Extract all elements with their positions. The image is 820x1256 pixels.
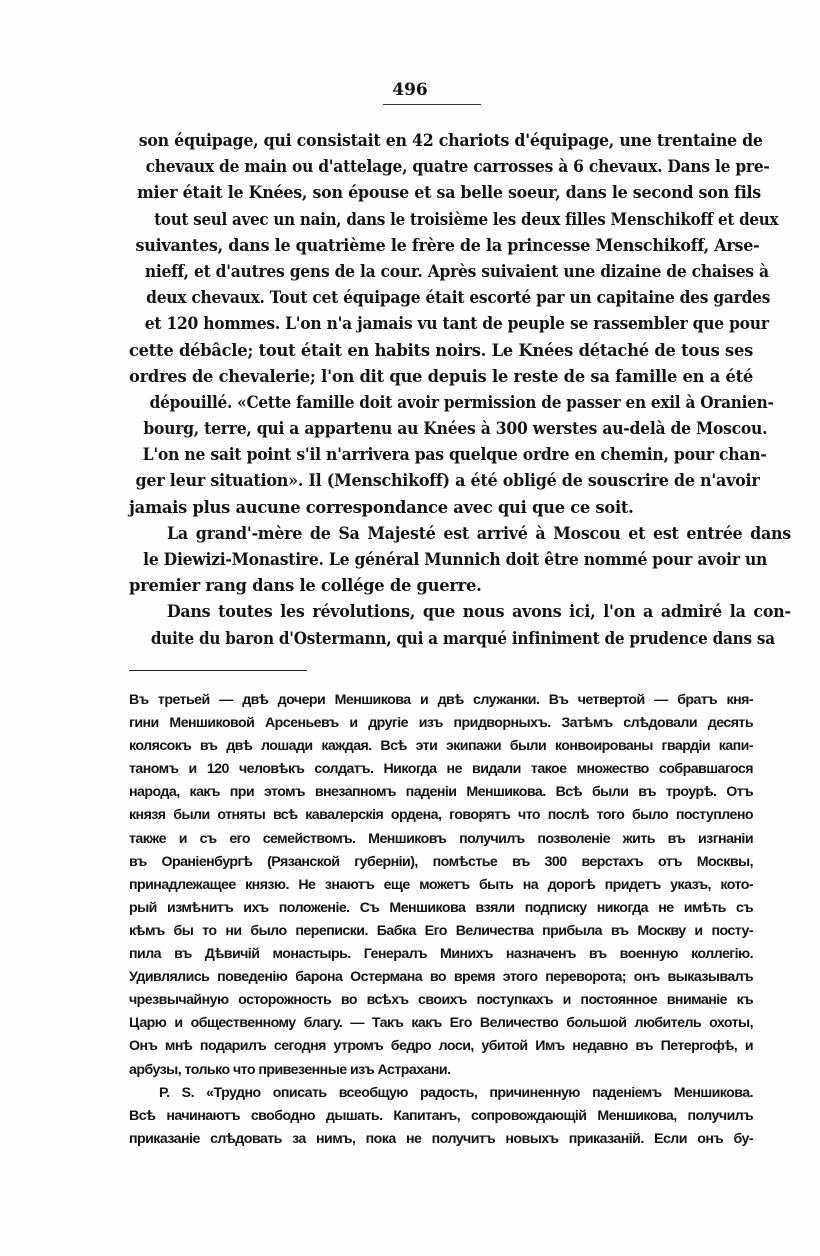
footnote-line: Удивлялись поведенію барона Остермана во время этого переворота; онъ выказывалъ bbox=[129, 969, 753, 986]
footnote-line: Въ третьей — двѣ дочери Меншикова и двѣ служанки. Въ четвертой — братъ кня- bbox=[129, 692, 753, 708]
footnote-line: таномъ и 120 человѣкъ солдатъ. Никогда не видали такое множество собравшагося bbox=[129, 761, 753, 778]
footnote-body bbox=[129, 689, 753, 1151]
text-line: bourg, terre, qui a appartenu au Knées à 300 werstes au-delà de Moscou. bbox=[143, 419, 768, 439]
text-line: dépouillé. «Cette famille doit avoir permission de passer en exil à Oranien- bbox=[149, 392, 774, 412]
text-line: mier était le Knées, son épouse et sa belle soeur, dans le second son fils bbox=[137, 183, 761, 203]
text-line: chevaux de main ou d'attelage, quatre carrosses à 6 chevaux. Dans le pre- bbox=[145, 157, 770, 177]
footnote-line: колясокъ въ двѣ лошади каждая. Всѣ эти экипажи были конвоированы гвардіи капи- bbox=[129, 738, 753, 755]
text-line: cette débâcle; tout était en habits noirs. Le Knées détaché de tous ses bbox=[129, 340, 753, 360]
footnote-line: гини Меншиковой Арсеньевъ и другіе изъ придворныхъ. Затѣмъ слѣдовали десять bbox=[129, 715, 753, 732]
footnote-line: также и съ его семействомъ. Меншиковъ получилъ позволеніе жить въ изгнаніи bbox=[129, 830, 753, 847]
footnote-line: пила въ Дѣвичій монастырь. Генералъ Минихъ назначенъ въ военную коллегію. bbox=[129, 946, 753, 963]
text-line: suivantes, dans le quatrième le frère de la princesse Menschikoff, Arse- bbox=[135, 235, 760, 255]
footnote-line: Онъ мнѣ подарилъ сегодня утромъ бедро лоси, убитой Имъ недавно въ Петергофѣ, и bbox=[129, 1038, 753, 1055]
text-line: et 120 hommes. L'on n'a jamais vu tant de peuple se rassembler que pour bbox=[144, 314, 769, 334]
footnote-line: чрезвычайную осторожность во всѣхъ своихъ поступкахъ и постоянное вниманіе къ bbox=[129, 992, 753, 1009]
text-line: Dans toutes les révolutions, que nous avons ici, l'on a admiré la con- bbox=[166, 602, 791, 622]
footnote-line: Царю и общественному благу. — Такъ какъ Его Величество большой любитель охоты, bbox=[129, 1015, 753, 1032]
text-line: tout seul avec un nain, dans le troisième les deux filles Menschikoff et deux bbox=[154, 209, 779, 229]
footnote-line: рый измѣнитъ ихъ положеніе. Съ Меншикова взяли подписку никогда не имѣть съ bbox=[129, 899, 753, 916]
footnote-line: P. S. «Трудно описать всеобщую радость, причиненную паденіемъ Меншикова. bbox=[159, 1084, 753, 1101]
text-line: nieff, et d'autres gens de la cour. Après suivaient une dizaine de chaises à bbox=[144, 261, 769, 281]
text-line: le Diewizi-Monastire. Le général Munnich doit être nommé pour avoir un bbox=[143, 550, 768, 569]
footnote-line: въ Ораніенбургѣ (Рязанской губерніи), помѣстье въ 300 верстахъ отъ Москвы, bbox=[129, 853, 753, 870]
text-line: premier rang dans le collége de guerre. bbox=[129, 576, 482, 596]
footnote-separator bbox=[129, 670, 307, 671]
text-line: ordres de chevalerie; l'on dit que depuis le reste de sa famille en a été bbox=[129, 366, 753, 386]
main-text-body bbox=[129, 128, 791, 652]
text-line: La grand'-mère de Sa Majesté est arrivé à Moscou et est entrée dans bbox=[167, 523, 791, 543]
footnote-line: арбузы, только что привезенные изъ Астрахани. bbox=[129, 1061, 451, 1078]
footnote-line: князя были отняты всѣ кавалерскія ордена, говорятъ что послѣ того было поступлено bbox=[129, 807, 753, 824]
text-line: ger leur situation». Il (Menschikoff) a été obligé de souscrire de n'avoir bbox=[135, 471, 760, 491]
text-line: son équipage, qui consistait en 42 chariots d'équipage, une trentaine de bbox=[138, 131, 763, 150]
page-number: 496 bbox=[392, 80, 428, 100]
footnote-line: принадлежащее князю. Не знаютъ еще можетъ быть на дорогѣ придетъ указъ, кото- bbox=[129, 876, 753, 893]
page-number-rule bbox=[383, 104, 481, 105]
text-line: duite du baron d'Ostermann, qui a marqué infiniment de prudence dans sa bbox=[150, 628, 775, 648]
text-line: jamais plus aucune correspondance avec qui que ce soit. bbox=[129, 497, 634, 517]
text-line: L'on ne sait point s'il n'arrivera pas quelque ordre en chemin, pour chan- bbox=[142, 445, 767, 465]
text-line: deux chevaux. Tout cet équipage était escorté par un capitaine des gardes bbox=[146, 288, 771, 308]
footnote-line: народа, какъ при этомъ внезапномъ паденіи Меншикова. Всѣ были въ троурѣ. Отъ bbox=[129, 784, 753, 801]
footnote-line: кѣмъ бы то ни было переписки. Бабка Его Величества прибыла въ Москву и посту- bbox=[129, 922, 753, 939]
footnote-line: Всѣ начинаютъ свободно дышать. Капитанъ, сопровождающій Меншикова, получилъ bbox=[129, 1107, 753, 1124]
footnote-line: приказаніе слѣдовать за нимъ, пока не получитъ новыхъ приказаній. Если онъ бу- bbox=[129, 1130, 753, 1147]
